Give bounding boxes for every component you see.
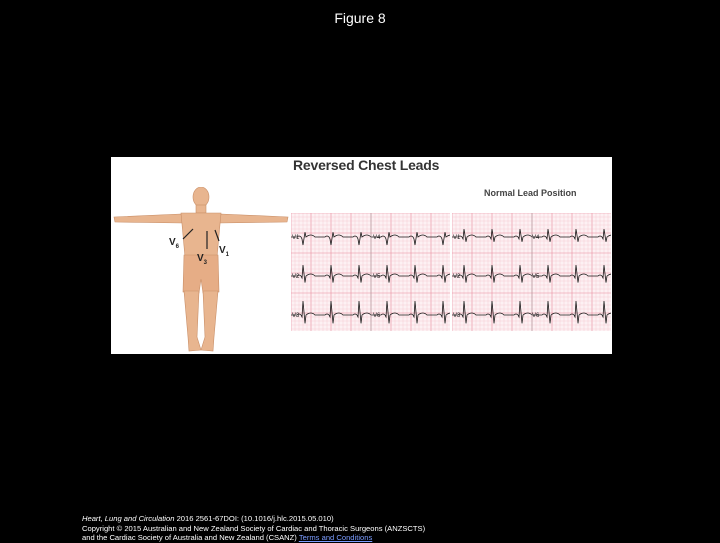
lead-label: V4 [532, 235, 540, 241]
v1-label: $V_1$ [219, 245, 230, 258]
figure-heading: Reversed Chest Leads [293, 157, 440, 173]
ecg-reversed-grid [291, 213, 450, 331]
lead-label: V2 [453, 274, 461, 280]
ecg-reversed-panel [291, 213, 450, 331]
lead-label: V2 [292, 274, 300, 280]
v3-label: $V_3$ [197, 253, 208, 266]
lead-label: V1 [292, 235, 300, 241]
lead-label: V3 [292, 313, 300, 319]
lead-label: V1 [453, 235, 461, 241]
lead-label: V6 [532, 313, 540, 319]
journal-name: Heart, Lung and Circulation [82, 514, 175, 523]
citation-text: 2016 2561-67DOI: (10.1016/j.hlc.2015.05.010) [174, 514, 334, 523]
citation-line [82, 514, 425, 524]
lead-label: V6 [373, 313, 381, 319]
society-line: and the Cardiac Society of Australia and New Zealand (CSANZ) Terms and Conditions [82, 533, 373, 542]
figure-title: Figure 8 [334, 10, 386, 26]
copyright-line: Copyright © 2015 Australian and New Zealand Society of Cardiac and Thoracic Surgeons (ANZSCTS) [82, 523, 426, 533]
terms-link[interactable]: Terms and Conditions [298, 533, 373, 542]
v6-label: $V_6$ [169, 237, 180, 250]
normal-lead-position-label: Normal Lead Position [484, 188, 577, 198]
lead-label: V5 [373, 274, 381, 280]
human-body-figure [111, 187, 291, 354]
lead-label: V5 [532, 274, 540, 280]
figure-footer [82, 514, 425, 543]
figure-image [111, 157, 612, 354]
body-illustration [111, 187, 291, 354]
ecg-normal-panel [452, 213, 611, 331]
lead-label: V4 [373, 235, 381, 241]
lead-label: V3 [453, 313, 461, 319]
